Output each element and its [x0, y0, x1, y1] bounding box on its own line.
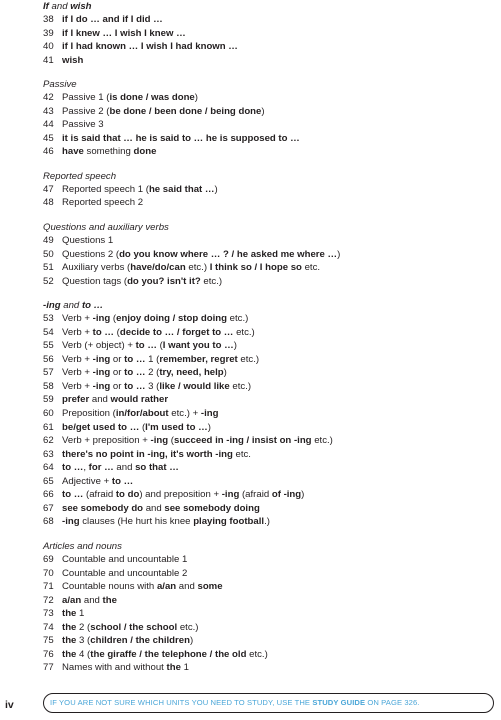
unit-title-part: done [133, 146, 157, 158]
unit-title-part: have/do/can [130, 262, 186, 274]
unit-title-part: children / the children [90, 635, 190, 647]
unit-title-part: wish [62, 54, 84, 66]
unit-entry[interactable] [43, 312, 493, 326]
unit-title-part: 1 ( [145, 353, 160, 365]
unit-title-part: 1 [76, 608, 85, 620]
unit-title-part: I think so / I hope so [209, 262, 302, 274]
unit-title-part: in/for/about [115, 408, 169, 420]
contents-section [43, 0, 493, 67]
unit-title [62, 661, 189, 675]
unit-title-part: school / the school [90, 621, 178, 633]
contents-section [43, 221, 493, 288]
unit-title-part: something [83, 146, 134, 158]
unit-title-part: etc.) [233, 326, 255, 338]
unit-number: 42 [43, 92, 54, 104]
unit-entry[interactable] [43, 261, 493, 275]
unit-title-part: 4 ( [76, 648, 91, 660]
unit-number: 56 [43, 353, 54, 365]
section-title [43, 540, 493, 553]
contents-section [43, 170, 493, 210]
unit-title-part: to … [124, 353, 146, 365]
unit-title-part: see somebody doing [164, 502, 260, 514]
unit-title-part: Verb + [62, 353, 93, 365]
unit-entry[interactable] [43, 461, 493, 475]
section-title-part: If [43, 1, 49, 12]
unit-number: 68 [43, 516, 54, 528]
unit-title-part: prefer [62, 394, 90, 406]
study-guide-note [43, 693, 494, 713]
unit-title [62, 380, 251, 394]
unit-title [62, 234, 113, 248]
unit-entry[interactable] [43, 275, 493, 289]
unit-title [62, 196, 143, 210]
unit-number: 67 [43, 502, 54, 514]
unit-title-part: Adjective + [62, 475, 112, 487]
unit-title-part: .) [264, 516, 270, 528]
unit-entry[interactable] [43, 54, 493, 68]
unit-title-part: there's no point in -ing, it's worth -ing [62, 448, 233, 460]
unit-title-part: ) [261, 105, 265, 117]
unit-entry[interactable] [43, 580, 493, 594]
unit-title-part: Questions 1 [62, 235, 114, 247]
unit-title-part: etc.) [185, 262, 210, 274]
unit-title-part: enjoy doing / stop doing [116, 313, 227, 325]
unit-title-part: and [176, 581, 198, 593]
unit-entry[interactable] [43, 648, 493, 662]
unit-title-part: -ing [200, 408, 219, 420]
section-title [43, 299, 493, 312]
section-title-part: Articles and nouns [43, 540, 122, 552]
unit-title [62, 488, 304, 502]
unit-title-part: -ing [62, 516, 80, 528]
unit-entry[interactable] [43, 475, 493, 489]
unit-title-part: ) [223, 367, 227, 379]
unit-title-part: if I had known … I wish I had known … [62, 41, 238, 53]
unit-title-part: and [89, 394, 111, 406]
unit-title-part: ) and preposition + [139, 489, 222, 501]
section-title-part: Questions and auxiliary verbs [43, 222, 169, 234]
unit-title-part: ) [301, 489, 305, 501]
unit-title-part: the [62, 648, 77, 660]
unit-title [62, 621, 198, 635]
unit-number: 59 [43, 394, 54, 406]
section-title-part: Passive [43, 79, 77, 91]
unit-title-part: or [110, 367, 125, 379]
unit-entry[interactable] [43, 621, 493, 635]
unit-title-part: -ing [150, 435, 169, 447]
unit-title-part: playing football [193, 516, 265, 528]
unit-entry[interactable] [43, 105, 493, 119]
unit-title [62, 183, 218, 197]
unit-title [62, 448, 251, 462]
unit-title-part: to … [62, 489, 84, 501]
unit-number: 65 [43, 475, 54, 487]
unit-title-part: like / would like [159, 380, 230, 392]
unit-title [62, 54, 83, 68]
unit-title [62, 648, 268, 662]
unit-number: 62 [43, 435, 54, 447]
unit-entry[interactable] [43, 661, 493, 675]
unit-title-part: see somebody do [62, 502, 144, 514]
unit-number: 52 [43, 275, 54, 287]
unit-number: 43 [43, 105, 54, 117]
unit-title-part: ) [214, 183, 218, 195]
contents-list [43, 0, 493, 686]
unit-title [62, 475, 133, 489]
unit-entry[interactable] [43, 434, 493, 448]
unit-number: 69 [43, 553, 54, 565]
unit-title-part: 3 ( [145, 380, 160, 392]
contents-section [43, 540, 493, 675]
unit-title-part: etc.) + [168, 408, 201, 420]
unit-title [62, 275, 222, 289]
unit-title-part: I want you to … [162, 340, 234, 352]
unit-title [62, 366, 227, 380]
unit-number: 47 [43, 183, 54, 195]
unit-title-part: Verb + preposition + [62, 435, 151, 447]
unit-title-part: Preposition ( [62, 408, 116, 420]
unit-number: 61 [43, 421, 54, 433]
unit-title-part: to … [124, 367, 146, 379]
unit-title [62, 132, 300, 146]
unit-entry[interactable] [43, 393, 493, 407]
unit-title-part: Questions 2 ( [62, 248, 120, 260]
unit-title-part: the [166, 662, 181, 674]
section-title-part: Reported speech [43, 170, 117, 182]
unit-title [62, 421, 211, 435]
unit-number: 66 [43, 489, 54, 501]
unit-title-part: ) [207, 421, 211, 433]
unit-title-part: if I knew … I wish I knew … [62, 27, 186, 39]
unit-title-part: and [143, 502, 165, 514]
unit-title-part: ( [168, 435, 175, 447]
unit-entry[interactable] [43, 488, 493, 502]
unit-title-part: (afraid [83, 489, 116, 501]
unit-title [62, 248, 340, 262]
unit-title-part: etc.) [246, 648, 268, 660]
unit-title-part: to … [124, 380, 146, 392]
unit-title-part: I'm used to … [145, 421, 208, 433]
unit-number: 40 [43, 41, 54, 53]
unit-title-part: to … [111, 475, 134, 487]
unit-title-part: do you know where … ? / he asked me where … [119, 248, 338, 260]
unit-title-part: 2 ( [145, 367, 160, 379]
unit-title-part: Reported speech 1 ( [62, 183, 149, 195]
page-number: iv [5, 699, 14, 711]
unit-title [62, 27, 186, 41]
unit-entry[interactable] [43, 145, 493, 159]
unit-title [62, 502, 260, 516]
unit-entry[interactable] [43, 339, 493, 353]
unit-title [62, 434, 333, 448]
unit-title-part: it is said that … he is said to … he is supposed to … [62, 132, 300, 144]
unit-title-part: so that … [135, 462, 179, 474]
unit-title-part: have [62, 146, 84, 158]
unit-title [62, 553, 187, 567]
unit-title [62, 91, 198, 105]
unit-number: 75 [43, 635, 54, 647]
unit-title-part: ( [156, 340, 163, 352]
study-guide-note-pre: IF YOU ARE NOT SURE WHICH UNITS YOU NEED TO STUDY, USE THE [50, 698, 313, 707]
unit-title-part: 3 ( [76, 635, 91, 647]
unit-title-part: if I do … and if I did … [62, 14, 163, 25]
unit-title [62, 634, 193, 648]
unit-title [62, 326, 255, 340]
unit-title-part: try, need, help [159, 367, 224, 379]
unit-title [62, 407, 218, 421]
unit-title-part: Verb + [62, 367, 93, 379]
unit-title [62, 339, 237, 353]
section-title-part: to … [81, 300, 104, 312]
unit-number: 48 [43, 197, 54, 209]
unit-number: 44 [43, 119, 54, 131]
contents-section [43, 299, 493, 529]
unit-title-part: Names with and without [62, 662, 167, 674]
unit-title-part: the giraffe / the telephone / the old [90, 648, 247, 660]
unit-title-part: etc. [232, 448, 251, 460]
unit-title-part: the [62, 635, 77, 647]
unit-title-part: ( [114, 326, 120, 338]
study-guide-link[interactable]: STUDY GUIDE [312, 698, 366, 707]
unit-entry[interactable] [43, 27, 493, 41]
unit-title [62, 105, 265, 119]
unit-title-part: to do [115, 489, 140, 501]
unit-title-part: -ing [92, 353, 111, 365]
unit-title-part: a/an [156, 581, 177, 593]
unit-title-part: , [83, 462, 89, 474]
unit-title-part: decide to … / forget to … [119, 326, 234, 338]
unit-title-part: Verb (+ object) + [62, 340, 136, 352]
unit-title-part: Question tags ( [62, 275, 128, 287]
unit-entry[interactable] [43, 407, 493, 421]
unit-title-part: would rather [110, 394, 169, 406]
unit-entry[interactable] [43, 553, 493, 567]
unit-number: 53 [43, 313, 54, 325]
unit-title-part: of -ing [271, 489, 302, 501]
unit-title [62, 567, 187, 581]
section-title [43, 170, 493, 183]
unit-title [62, 580, 223, 594]
unit-title-part: etc.) [237, 353, 260, 365]
unit-entry[interactable] [43, 118, 493, 132]
unit-entry[interactable] [43, 515, 493, 529]
unit-title [62, 393, 168, 407]
unit-title [62, 594, 117, 608]
unit-number: 64 [43, 462, 54, 474]
unit-title-part: some [197, 581, 223, 593]
unit-entry[interactable] [43, 380, 493, 394]
unit-number: 50 [43, 248, 54, 260]
section-title [43, 221, 493, 234]
unit-title [62, 515, 270, 529]
unit-title-part: ( [139, 421, 146, 433]
unit-title [62, 312, 248, 326]
unit-number: 58 [43, 380, 54, 392]
unit-title [62, 261, 320, 275]
section-title [43, 0, 493, 13]
unit-title-part: etc.) [177, 621, 199, 633]
unit-number: 73 [43, 608, 54, 620]
unit-title-part: or [110, 380, 125, 392]
section-title [43, 78, 493, 91]
unit-title-part: -ing [92, 380, 111, 392]
unit-number: 49 [43, 235, 54, 247]
unit-entry[interactable] [43, 13, 493, 27]
unit-title-part: Verb + [62, 326, 93, 338]
unit-number: 76 [43, 648, 54, 660]
unit-entry[interactable] [43, 502, 493, 516]
unit-title-part: Verb + [62, 313, 93, 325]
unit-title-part: -ing [221, 489, 240, 501]
unit-title-part: 1 [180, 662, 189, 674]
study-guide-note-post: ON PAGE 326. [365, 698, 420, 707]
unit-title-part: Passive 1 ( [62, 92, 110, 104]
unit-title-part: the [62, 608, 77, 620]
unit-number: 45 [43, 132, 54, 144]
unit-title-part: or [110, 353, 125, 365]
unit-number: 63 [43, 448, 54, 460]
unit-title-part: Passive 3 [62, 119, 104, 131]
unit-entry[interactable] [43, 607, 493, 621]
unit-number: 71 [43, 581, 54, 593]
section-title-part: wish [70, 1, 92, 12]
unit-title-part: clauses (He hurt his knee [79, 516, 194, 528]
unit-title-part: etc.) [311, 435, 333, 447]
unit-entry[interactable] [43, 594, 493, 608]
unit-title-part: and [81, 594, 103, 606]
unit-entry[interactable] [43, 196, 493, 210]
unit-number: 38 [43, 14, 54, 25]
unit-entry[interactable] [43, 326, 493, 340]
unit-number: 57 [43, 367, 54, 379]
unit-entry[interactable] [43, 366, 493, 380]
unit-title-part: ( [110, 313, 117, 325]
unit-number: 74 [43, 621, 54, 633]
unit-title [62, 607, 84, 621]
unit-title [62, 461, 179, 475]
unit-number: 54 [43, 326, 54, 338]
unit-entry[interactable] [43, 634, 493, 648]
unit-title-part: and [113, 462, 136, 474]
unit-title [62, 13, 163, 27]
unit-title-part: 2 ( [76, 621, 91, 633]
unit-title-part: ) [194, 92, 198, 104]
unit-title-part: etc.) [229, 380, 252, 392]
unit-title-part: etc. [301, 262, 321, 274]
unit-title-part: ) [233, 340, 237, 352]
unit-title-part: a/an [62, 594, 82, 606]
unit-title-part: -ing [92, 313, 111, 325]
unit-title-part: -ing [92, 367, 111, 379]
unit-title-part: is done / was done [109, 92, 195, 104]
unit-title-part: he said that … [148, 183, 215, 195]
unit-title-part: (afraid [239, 489, 272, 501]
unit-number: 70 [43, 567, 54, 579]
unit-entry[interactable] [43, 448, 493, 462]
unit-title-part: Auxiliary verbs ( [62, 262, 131, 274]
unit-entry[interactable] [43, 234, 493, 248]
unit-number: 51 [43, 262, 54, 274]
unit-title-part: the [62, 621, 77, 633]
unit-entry[interactable] [43, 567, 493, 581]
unit-title [62, 118, 104, 132]
unit-title-part: be done / been done / being done [109, 105, 262, 117]
unit-title-part: the [102, 594, 117, 606]
unit-title-part: etc.) [227, 313, 249, 325]
unit-title-part: Passive 2 ( [62, 105, 110, 117]
unit-title-part: succeed in -ing / insist on -ing [174, 435, 312, 447]
unit-title-part: be/get used to … [62, 421, 140, 433]
unit-title-part: Verb + [62, 380, 93, 392]
unit-title-part: ) [189, 635, 194, 647]
unit-number: 55 [43, 340, 54, 352]
unit-number: 39 [43, 27, 54, 39]
unit-title-part: do you? isn't it? [127, 275, 201, 287]
unit-title-part: to … [62, 462, 84, 474]
unit-title-part: to … [92, 326, 114, 338]
unit-title-part: etc.) [200, 275, 223, 287]
section-title-part: -ing [43, 300, 61, 312]
unit-title [62, 353, 259, 367]
unit-title [62, 40, 238, 54]
unit-entry[interactable] [43, 248, 493, 262]
unit-entry[interactable] [43, 353, 493, 367]
unit-entry[interactable] [43, 132, 493, 146]
unit-title-part: remember, regret [159, 353, 238, 365]
contents-section [43, 78, 493, 159]
unit-entry[interactable] [43, 421, 493, 435]
unit-title-part: ) [337, 248, 341, 260]
unit-number: 77 [43, 662, 54, 674]
unit-entry[interactable] [43, 91, 493, 105]
section-title-part: and [48, 1, 71, 12]
unit-title-part: to … [135, 340, 157, 352]
unit-number: 41 [43, 54, 54, 66]
unit-number: 72 [43, 594, 54, 606]
unit-title [62, 145, 156, 159]
unit-title-part: Countable and uncountable 2 [62, 567, 188, 579]
unit-number: 46 [43, 146, 54, 158]
unit-entry[interactable] [43, 183, 493, 197]
section-title-part: and [60, 300, 82, 312]
unit-title-part: Countable nouns with [62, 581, 157, 593]
unit-title-part: for … [88, 462, 114, 474]
unit-title-part: Countable and uncountable 1 [62, 553, 188, 565]
unit-title-part: Reported speech 2 [62, 197, 144, 209]
unit-number: 60 [43, 408, 54, 420]
unit-entry[interactable] [43, 40, 493, 54]
